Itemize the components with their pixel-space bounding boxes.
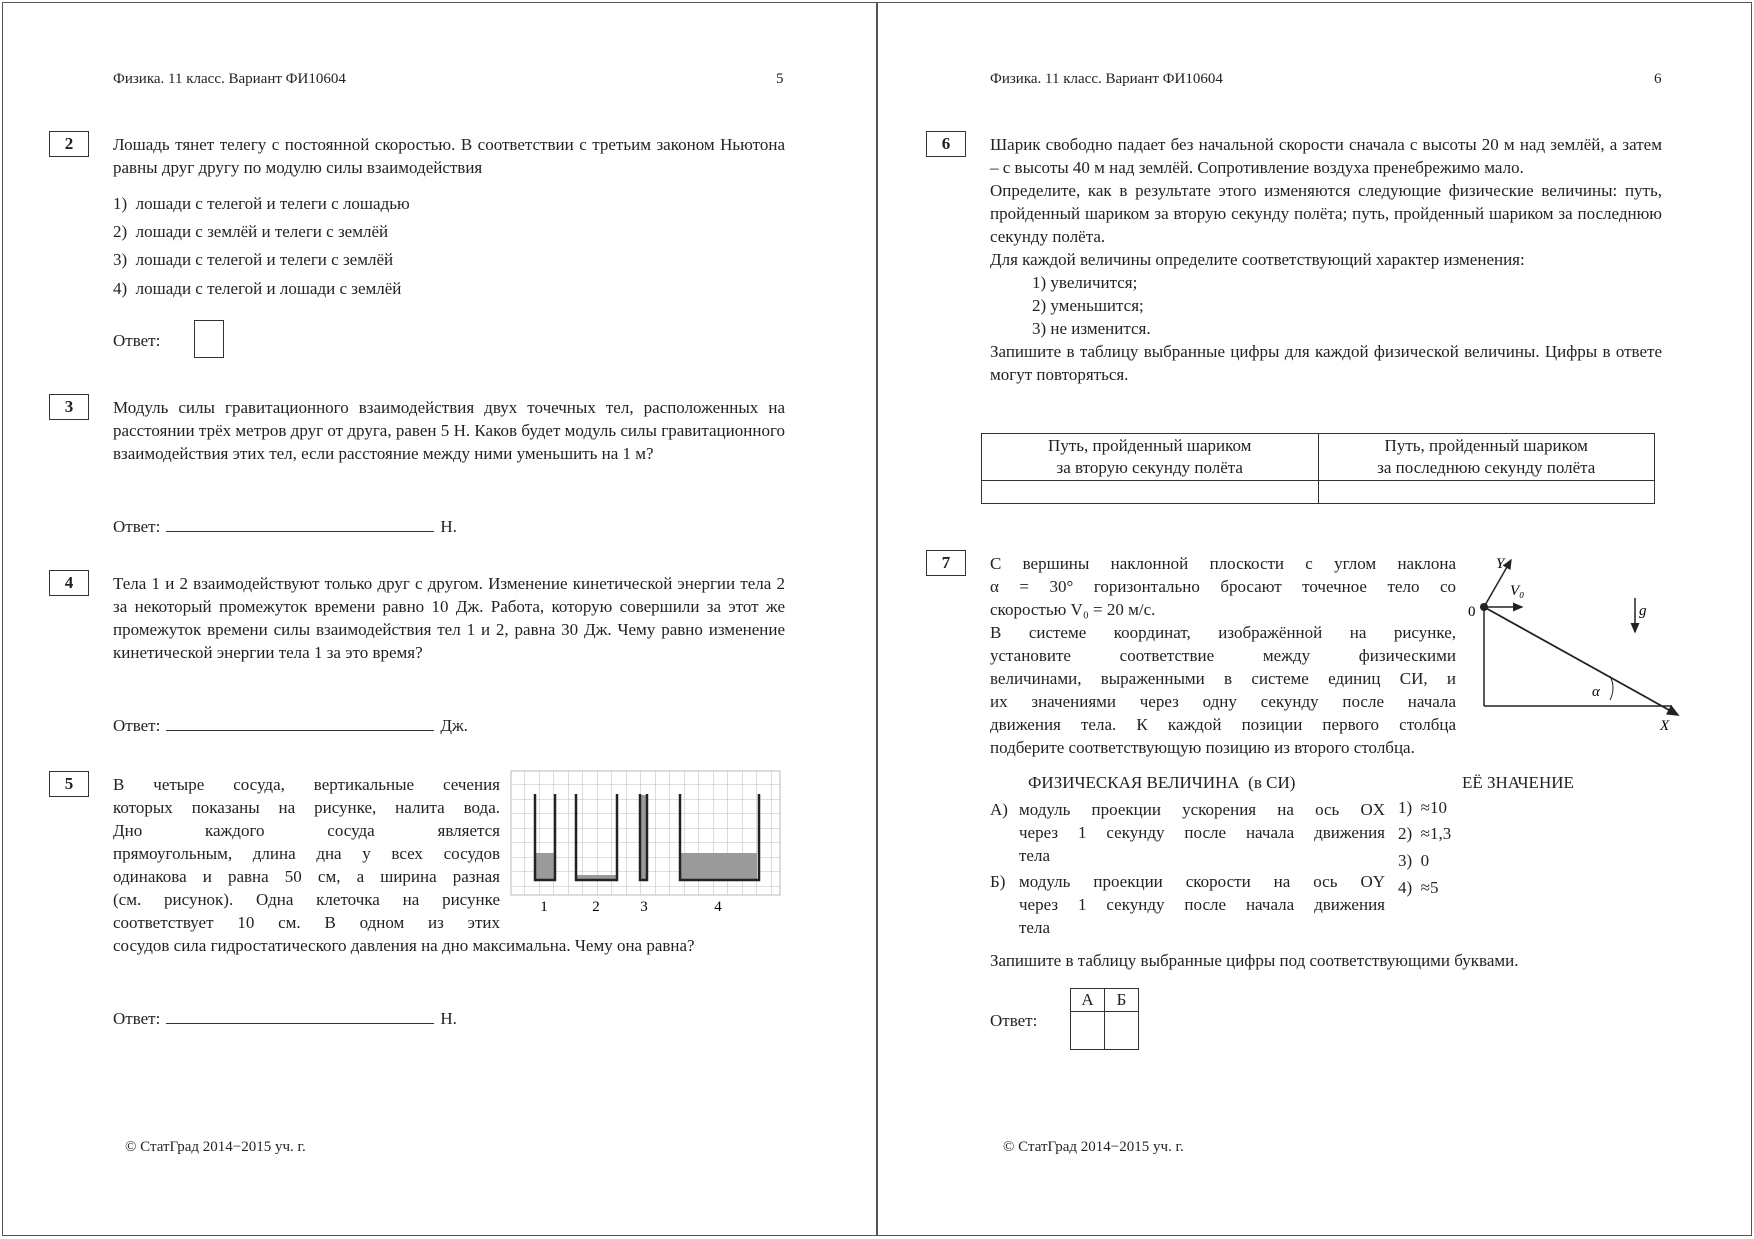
q3-answer: Ответ: Н. [113, 514, 457, 538]
q7-text-block [990, 552, 1456, 736]
q7-column-head-left: ФИЗИЧЕСКАЯ ВЕЛИЧИНА (в СИ) [1028, 773, 1296, 792]
q7-value-4: 4) ≈5 [1398, 878, 1439, 897]
q5-text-block [113, 773, 500, 934]
q6-text [990, 133, 1662, 386]
q7-line-4: В системе координат, изображённой на рисунке, [990, 623, 1456, 642]
q7-value-2: 2) ≈1,3 [1398, 824, 1452, 843]
q4-answer-line[interactable] [166, 713, 434, 731]
q7-answer-label: Ответ: [990, 1011, 1038, 1030]
q7-line-6: величинами, выраженными в системе единиц СИ, и [990, 669, 1456, 688]
q6-table-header-1: Путь, пройденный шариком за вторую секунду полёта [982, 434, 1319, 481]
q7-instruction: Запишите в таблицу выбранные цифры под соответствующими буквами. [990, 951, 1519, 970]
vessel-label-3: 3 [640, 899, 648, 915]
q7-table-header-a: А [1071, 989, 1105, 1012]
q7-table-header-b: Б [1105, 989, 1139, 1012]
q6-choice-3: 3) не изменится. [1032, 319, 1151, 338]
q5-answer: Ответ: Н. [113, 1006, 457, 1030]
q7-line-3: скоростью V₀ = 20 м/с. [990, 600, 1156, 619]
vessel-label-1: 1 [540, 899, 548, 915]
vessel-label-2: 2 [592, 899, 600, 915]
q6-paragraph-1: Шарик свободно падает без начальной скорости сначала с высоты 20 м над землёй, а затем – с высоты 40 м над землёй. Сопротивление воздуха пренебрежимо мало. [990, 135, 1662, 177]
q5-text-rest: сосудов сила гидростатического давления на дно максимальна. Чему она равна? [113, 936, 695, 955]
q7-incline-figure [1460, 548, 1690, 738]
q3-text: Модуль силы гравитационного взаимодействия двух точечных тел, расположенных на расстоянии трёх метров друг от друга, равен 5 Н. Каков будет модуль силы гравитационного взаимодействия этих тел, если расстояние между ними уменьшить на 1 м? [113, 398, 785, 463]
left-footer: © СтатГрад 2014−2015 уч. г. [125, 1139, 306, 1155]
q5-line-7: соответствует 10 см. В одном из этих [113, 913, 500, 932]
q6-answer-table [981, 433, 1655, 504]
q3-answer-line[interactable] [166, 514, 434, 532]
question-number-3: 3 [49, 394, 89, 420]
q5-line-3: Дно каждого сосуда является [113, 821, 500, 840]
vessel-4-water [680, 853, 757, 879]
q7-answer-cell-a[interactable] [1071, 1012, 1105, 1050]
left-header: Физика. 11 класс. Вариант ФИ10604 [113, 71, 346, 87]
q5-line-5: одинакова и равна 50 см, а ширина разная [113, 867, 500, 886]
q6-choice-2: 2) уменьшится; [1032, 296, 1144, 315]
q5-line-1: В четыре сосуда, вертикальные сечения [113, 775, 500, 794]
q7-line-8: движения тела. К каждой позиции первого столбца [990, 715, 1456, 734]
q6-table-header-2: Путь, пройденный шариком за последнюю секунду полёта [1318, 434, 1655, 481]
q2-answer-label: Ответ: [113, 331, 161, 350]
origin-label: 0 [1468, 604, 1476, 620]
y-axis-label: Y [1496, 556, 1505, 572]
q6-paragraph-4: Запишите в таблицу выбранные цифры для каждой физической величины. Цифры в ответе могут повторяться. [990, 342, 1662, 384]
x-axis-label: X [1660, 718, 1670, 734]
q6-choice-1: 1) увеличится; [1032, 273, 1138, 292]
q2-option-1: 1) лошади с телегой и телеги с лошадью [113, 194, 410, 213]
q7-line-2: α = 30° горизонтально бросают точечное тело со [990, 577, 1456, 596]
q2-text: Лошадь тянет телегу с постоянной скоростью. В соответствии с третьим законом Ньютона равны друг другу по модулю силы взаимодействия [113, 135, 785, 177]
question-number-2: 2 [49, 131, 89, 157]
question-number-5: 5 [49, 771, 89, 797]
q7-answer-cell-b[interactable] [1105, 1012, 1139, 1050]
q2-option-3: 3) лошади с телегой и телеги с землёй [113, 250, 394, 269]
q6-answer-cell-1[interactable] [982, 481, 1319, 504]
q5-line-6: (см. рисунок). Одна клеточка на рисунке [113, 890, 500, 909]
g-label: g [1639, 603, 1647, 619]
alpha-arc [1610, 676, 1613, 700]
q4-text: Тела 1 и 2 взаимодействуют только друг с другом. Изменение кинетической энергии тела 2 за некоторый промежуток времени равно 10 Дж. Работа, которую совершили за этот же промежуток времени силы взаимодействия тел 1 и 2, равна 30 Дж. Чему равно изменение кинетической энергии тела 1 за это время? [113, 574, 785, 662]
q2-option-2: 2) лошади с землёй и телеги с землёй [113, 222, 389, 241]
q7-item-b: модуль проекции скорости на ось OY через 1 секунду после начала движения тела [1019, 872, 1385, 937]
q7-answer-table [1070, 988, 1139, 1050]
q5-line-2: которых показаны на рисунке, налита вода. [113, 798, 500, 817]
q7-line-9: подберите соответствующую позицию из второго столбца. [990, 738, 1415, 757]
q7-item-a-letter: А) [990, 800, 1008, 819]
q7-value-1: 1) ≈10 [1398, 798, 1448, 817]
q7-item-a: модуль проекции ускорения на ось OX через 1 секунду после начала движения тела [1019, 800, 1385, 865]
right-header: Физика. 11 класс. Вариант ФИ10604 [990, 71, 1223, 87]
thrown-body [1480, 603, 1488, 611]
right-footer: © СтатГрад 2014−2015 уч. г. [1003, 1139, 1184, 1155]
question-number-7: 7 [926, 550, 966, 576]
left-page-number: 5 [776, 71, 784, 87]
alpha-label: α [1592, 684, 1600, 700]
x-axis-arrow [1484, 607, 1678, 715]
q2-option-4: 4) лошади с телегой и лошади с землёй [113, 279, 402, 298]
q6-paragraph-3: Для каждой величины определите соответствующий характер изменения: [990, 250, 1525, 269]
q7-value-3: 3) 0 [1398, 851, 1430, 870]
q7-line-5: установите соответствие между физическими [990, 646, 1456, 665]
vessel-2-water [576, 875, 617, 879]
q5-line-4: прямоугольным, длина дна у всех сосудов [113, 844, 500, 863]
q6-paragraph-2: Определите, как в результате этого изменяются следующие физические величины: путь, пройденный шариком за вторую секунду полёта; путь, пройденный шариком за последнюю секунду полёта. [990, 181, 1662, 246]
q7-item-b-letter: Б) [990, 872, 1006, 891]
q5-answer-line[interactable] [166, 1006, 434, 1024]
q7-line-7: их значениями через одну секунду после начала [990, 692, 1456, 711]
q7-column-head-right: ЕЁ ЗНАЧЕНИЕ [1462, 773, 1574, 792]
question-number-4: 4 [49, 570, 89, 596]
right-page-number: 6 [1654, 71, 1662, 87]
question-number-6: 6 [926, 131, 966, 157]
q4-answer: Ответ: Дж. [113, 713, 468, 737]
q7-line-1: С вершины наклонной плоскости с углом наклона [990, 554, 1456, 573]
q6-answer-cell-2[interactable] [1318, 481, 1655, 504]
v0-label: V₀ [1510, 583, 1525, 599]
q5-vessels-figure [510, 770, 786, 916]
vessel-1-water [535, 853, 555, 879]
vessel-label-4: 4 [714, 899, 722, 915]
q2-answer-box[interactable] [194, 320, 224, 358]
